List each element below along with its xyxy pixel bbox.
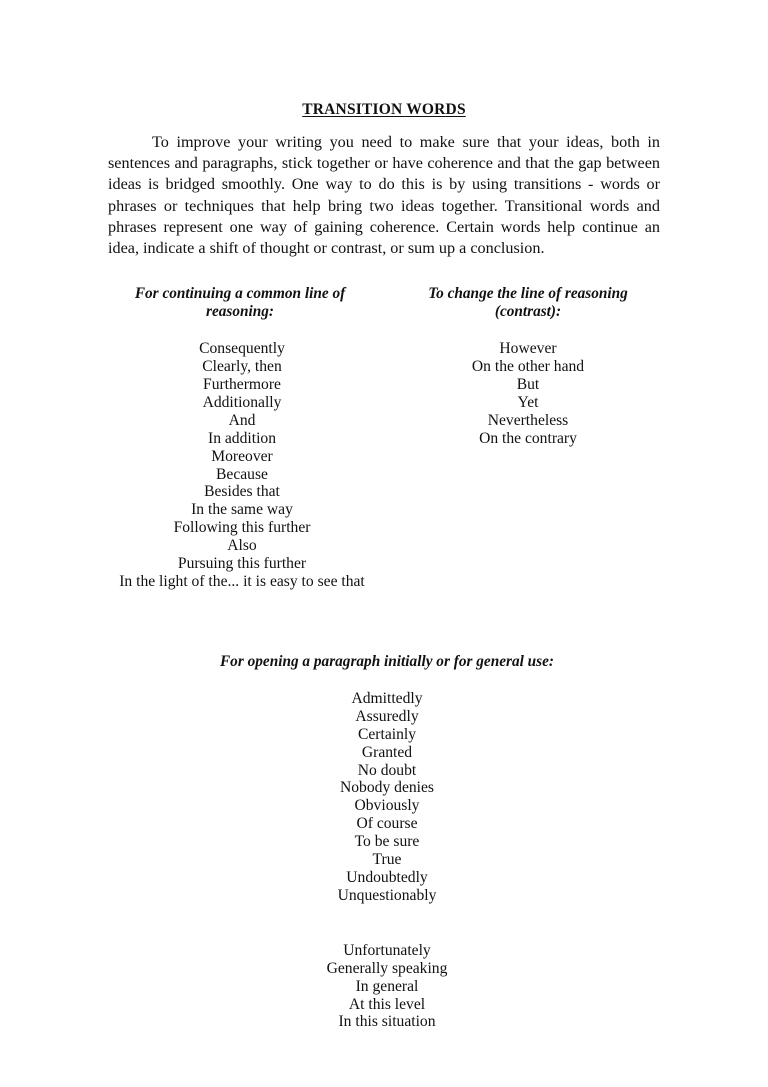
- list-item: Of course: [356, 815, 418, 833]
- list-item: Pursuing this further: [177, 555, 307, 573]
- transition-columns: [108, 285, 660, 591]
- list-item: Nevertheless: [487, 411, 569, 429]
- list-item: Consequently: [199, 340, 285, 358]
- list-item: In the same way: [191, 501, 293, 519]
- list-item: Following this further: [173, 519, 311, 537]
- section-general-use: [108, 653, 660, 1031]
- list-item: Clearly, then: [202, 358, 282, 376]
- list-item: No doubt: [357, 761, 417, 779]
- list-item: But: [516, 376, 540, 394]
- list-item: Unquestionably: [337, 886, 437, 904]
- list-item: Undoubtedly: [346, 868, 428, 886]
- list-item: In this situation: [338, 1013, 436, 1031]
- column-continuing: [108, 285, 384, 591]
- page-title: [108, 100, 660, 119]
- word-list-general-use-primary: [108, 690, 660, 905]
- document-body: [108, 100, 660, 1031]
- word-list-continuing: [92, 340, 392, 591]
- list-group-separator: [108, 905, 660, 923]
- list-item: Certainly: [357, 725, 417, 743]
- list-item: Granted: [361, 743, 413, 761]
- column-heading-continuing: For continuing a common line of reasoning:: [134, 285, 346, 321]
- list-item: Obviously: [354, 797, 420, 815]
- word-list-general-use-secondary: [108, 942, 660, 1032]
- list-item: Generally speaking: [326, 959, 448, 977]
- list-item: On the other hand: [471, 358, 585, 376]
- list-item: At this level: [348, 995, 426, 1013]
- list-item: Assuredly: [355, 707, 419, 725]
- page-title-text: TRANSITION WORDS: [302, 101, 466, 118]
- list-item: In the light of the... it is easy to see that: [119, 573, 365, 590]
- list-item: True: [372, 851, 402, 869]
- column-contrast: [384, 285, 660, 447]
- list-item: On the contrary: [479, 429, 577, 447]
- intro-paragraph: To improve your writing you need to make sure that your ideas, both in sentences and paragraphs, stick together or have coherence and that the gap between ideas is bridged smoothly. One way to do this is by using transitions - words or phrases or techniques that help bring two ideas together. Transitional words and phrases represent one way of gaining coherence. Certain words help continue an idea, indicate a shift of thought or contrast, or sum up a conclusion.: [108, 133, 660, 258]
- list-item: However: [499, 340, 557, 358]
- list-item: Nobody denies: [340, 779, 434, 797]
- list-item: Because: [216, 465, 268, 483]
- list-item: Moreover: [211, 447, 273, 465]
- word-list-contrast: [396, 340, 660, 447]
- list-item: Furthermore: [203, 376, 281, 394]
- list-item: In general: [355, 977, 419, 995]
- list-item: To be sure: [354, 833, 420, 851]
- list-item: And: [228, 411, 256, 429]
- list-item: Yet: [517, 393, 539, 411]
- list-item: Besides that: [204, 483, 280, 501]
- list-item: Unfortunately: [343, 941, 431, 959]
- list-item: In addition: [208, 429, 276, 447]
- list-item: Also: [227, 537, 257, 555]
- column-heading-contrast: To change the line of reasoning (contrast):: [428, 285, 628, 321]
- list-item: Additionally: [202, 393, 282, 411]
- section-heading-general-use: For opening a paragraph initially or for general use:: [219, 652, 555, 670]
- list-item: Admittedly: [351, 689, 423, 707]
